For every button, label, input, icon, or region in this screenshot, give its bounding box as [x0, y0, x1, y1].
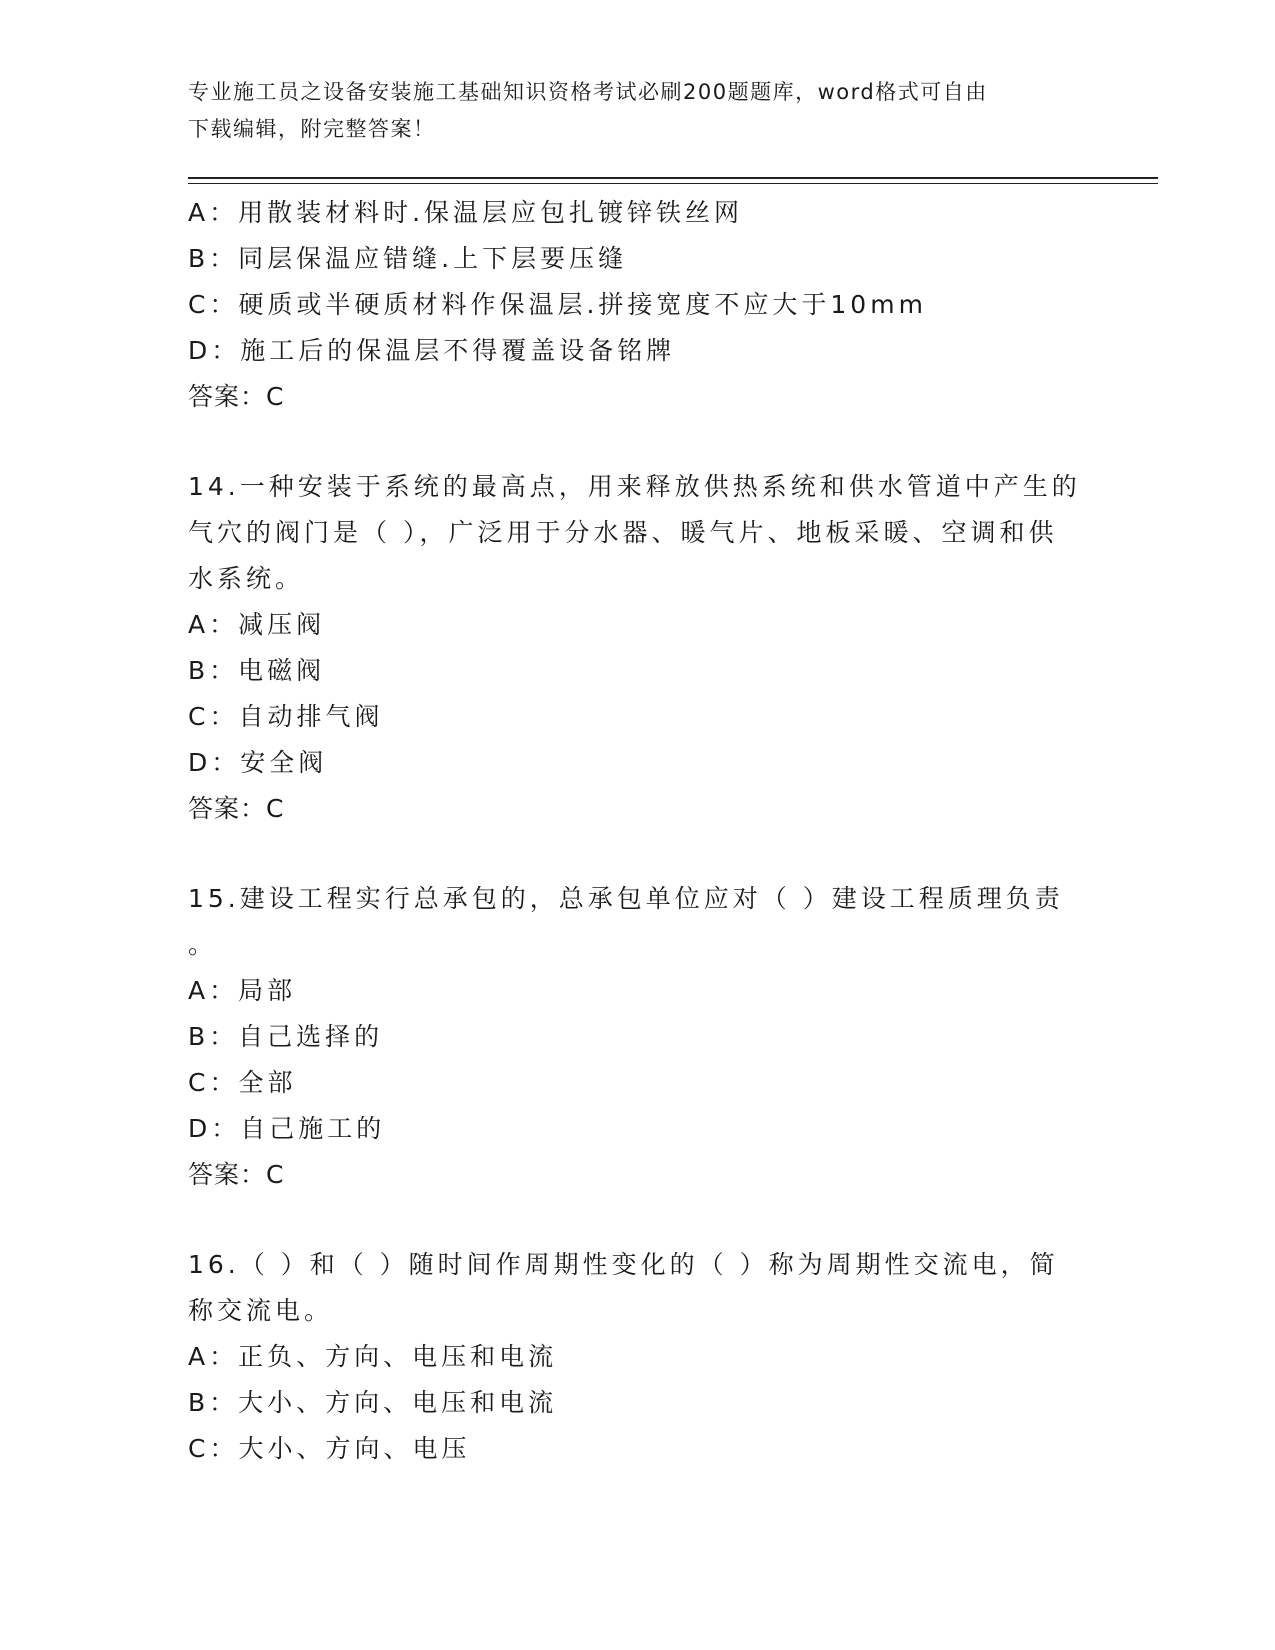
header-divider-thick [188, 177, 1158, 179]
option-d: D：安全阀 [188, 748, 328, 777]
option-b: B：同层保温应错缝.上下层要压缝 [188, 244, 628, 273]
question-16 [188, 1242, 1088, 1472]
header-line-2: 下载编辑，附完整答案！ [188, 117, 436, 141]
question-stem-line: 称交流电。 [188, 1296, 334, 1325]
option-a: A：正负、方向、电压和电流 [188, 1342, 558, 1371]
answer: 答案：C [188, 794, 285, 823]
question-stem-line: 16.（ ）和（ ）随时间作周期性变化的（ ）称为周期性交流电，简 [188, 1250, 1059, 1279]
question-spacer [188, 832, 1088, 876]
option-c: C：大小、方向、电压 [188, 1434, 471, 1463]
header-divider-thin [188, 183, 1158, 184]
header-line-1: 专业施工员之设备安装施工基础知识资格考试必刷200题题库，word格式可自由 [188, 80, 988, 104]
option-b: B：自己选择的 [188, 1022, 384, 1051]
question-stem-line: 15.建设工程实行总承包的，总承包单位应对（ ）建设工程质理负责 [188, 884, 1064, 913]
option-a: A：局部 [188, 976, 297, 1005]
option-d: D：自己施工的 [188, 1114, 386, 1143]
option-c: C：全部 [188, 1068, 297, 1097]
option-c: C：硬质或半硬质材料作保温层.拼接宽度不应大于10mm [188, 290, 927, 319]
question-stem-line: 水系统。 [188, 564, 305, 593]
question-13 [188, 190, 1088, 420]
question-15 [188, 876, 1088, 1198]
question-spacer [188, 420, 1088, 464]
document-header [188, 74, 1088, 148]
option-d: D：施工后的保温层不得覆盖设备铭牌 [188, 336, 676, 365]
option-c: C：自动排气阀 [188, 702, 384, 731]
option-a: A：减压阀 [188, 610, 326, 639]
option-a: A：用散装材料时.保温层应包扎镀锌铁丝网 [188, 198, 744, 227]
question-list [188, 190, 1088, 1472]
question-14 [188, 464, 1088, 832]
question-stem-line: 14.一种安装于系统的最高点，用来释放供热系统和供水管道中产生的 [188, 472, 1081, 501]
answer: 答案：C [188, 382, 285, 411]
option-b: B：电磁阀 [188, 656, 326, 685]
question-stem-line: 气穴的阀门是（ ），广泛用于分水器、暖气片、地板采暖、空调和供 [188, 518, 1058, 547]
question-spacer [188, 1198, 1088, 1242]
option-b: B：大小、方向、电压和电流 [188, 1388, 558, 1417]
question-stem-line: 。 [188, 930, 218, 959]
answer: 答案：C [188, 1160, 285, 1189]
